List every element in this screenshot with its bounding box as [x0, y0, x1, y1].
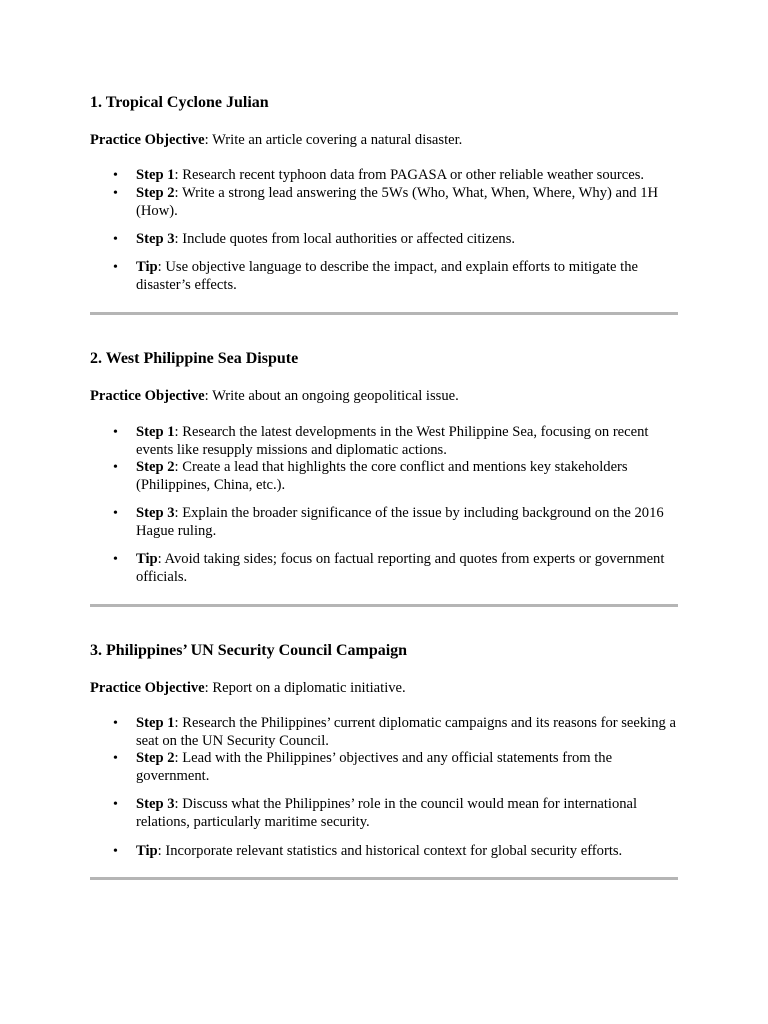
practice-objective	[90, 131, 462, 149]
item-text: : Research the Philippines’ current diplomatic campaigns and its reasons for seeking a seat on the UN Security Council.	[136, 715, 676, 749]
item-label: Tip	[136, 843, 158, 859]
item-label: Step 1	[136, 715, 175, 731]
bullet-icon: •	[113, 552, 118, 567]
horizontal-divider	[90, 312, 678, 315]
item-label: Step 2	[136, 185, 175, 201]
bullet-icon: •	[113, 232, 118, 247]
objective-text: : Write an article covering a natural disaster.	[204, 132, 463, 148]
section-title: 2. West Philippine Sea Dispute	[90, 350, 299, 367]
item-text: : Research the latest developments in the West Philippine Sea, focusing on recent events like resupply missions and diplomatic actions.	[136, 424, 649, 458]
item-label: Tip	[136, 259, 158, 275]
item-text: : Use objective language to describe the impact, and explain efforts to mitigate the disaster’s effects.	[136, 259, 639, 293]
item-label: Tip	[136, 551, 158, 567]
objective-label: Practice Objective	[90, 132, 205, 148]
section-title: 3. Philippines’ UN Security Council Campaign	[90, 642, 408, 659]
bullet-icon: •	[113, 260, 118, 275]
item-text: : Explain the broader significance of the issue by including background on the 2016 Hague ruling.	[136, 505, 664, 539]
bullet-icon: •	[113, 751, 118, 766]
practice-objective	[90, 387, 459, 405]
item-text: : Incorporate relevant statistics and historical context for global security efforts.	[157, 843, 623, 859]
item-label: Step 1	[136, 167, 175, 183]
bullet-icon: •	[113, 844, 118, 859]
item-label: Step 3	[136, 231, 175, 247]
objective-label: Practice Objective	[90, 388, 205, 404]
objective-label: Practice Objective	[90, 680, 205, 696]
bullet-icon: •	[113, 797, 118, 812]
objective-text: : Report on a diplomatic initiative.	[204, 680, 406, 696]
item-text: : Include quotes from local authorities or affected citizens.	[174, 231, 516, 247]
item-text: : Create a lead that highlights the core conflict and mentions key stakeholders (Philippines, China, etc.).	[136, 459, 628, 493]
item-label: Step 2	[136, 750, 175, 766]
item-label: Step 1	[136, 424, 175, 440]
bullet-icon: •	[113, 716, 118, 731]
horizontal-divider	[90, 877, 678, 880]
bullet-icon: •	[113, 460, 118, 475]
objective-text: : Write about an ongoing geopolitical issue.	[204, 388, 459, 404]
section-title: 1. Tropical Cyclone Julian	[90, 94, 269, 111]
bullet-icon: •	[113, 168, 118, 183]
item-text: : Avoid taking sides; focus on factual reporting and quotes from experts or government officials.	[136, 551, 665, 585]
item-text: : Discuss what the Philippines’ role in the council would mean for international relations, particularly maritime security.	[136, 796, 638, 830]
item-text: : Research recent typhoon data from PAGASA or other reliable weather sources.	[174, 167, 645, 183]
horizontal-divider	[90, 604, 678, 607]
item-label: Step 3	[136, 505, 175, 521]
bullet-icon: •	[113, 186, 118, 201]
bullet-icon: •	[113, 425, 118, 440]
practice-objective	[90, 679, 406, 697]
item-label: Step 3	[136, 796, 175, 812]
item-text: : Write a strong lead answering the 5Ws (Who, What, When, Where, Why) and 1H (How).	[136, 185, 659, 219]
item-label: Step 2	[136, 459, 175, 475]
item-text: : Lead with the Philippines’ objectives and any official statements from the government.	[136, 750, 613, 784]
bullet-icon: •	[113, 506, 118, 521]
